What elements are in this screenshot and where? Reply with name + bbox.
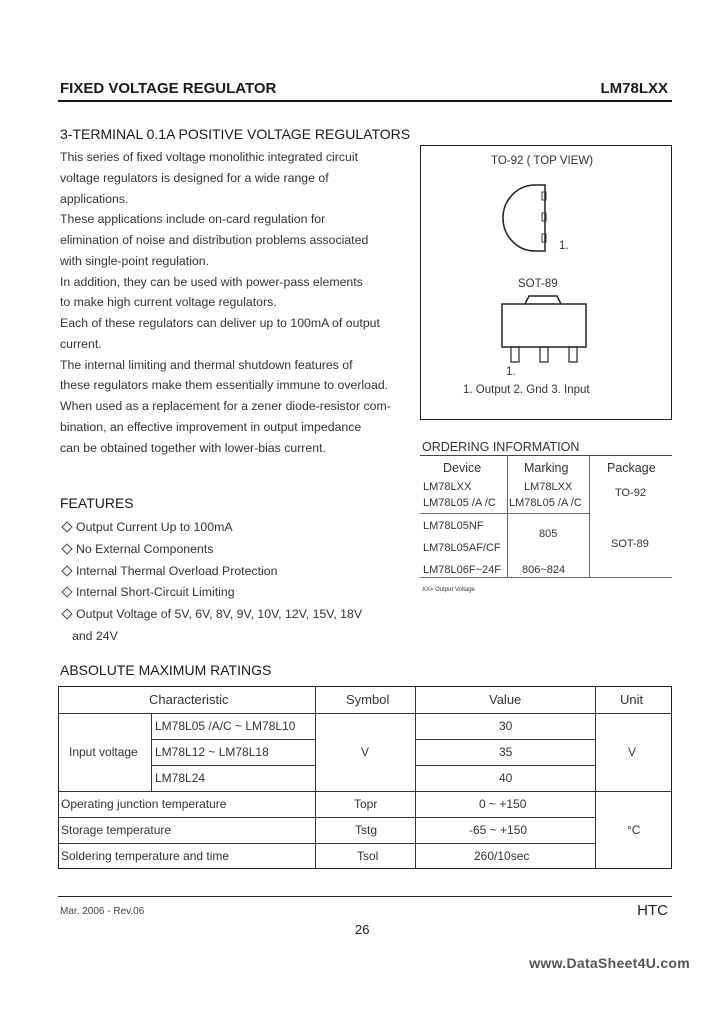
description-line: The internal limiting and thermal shutdown features of (60, 358, 353, 372)
description-line: These applications include on-card regulation for (60, 212, 326, 226)
diamond-bullet-icon (61, 566, 72, 577)
description-line: current. (60, 337, 102, 351)
package-diagram-box (420, 145, 672, 420)
ordering-title: ORDERING INFORMATION (422, 440, 580, 454)
ordering-header-marking: Marking (524, 461, 569, 475)
input-voltage-value: 30 (499, 719, 513, 733)
temperature-unit: °C (627, 823, 641, 837)
diamond-bullet-icon (61, 522, 72, 533)
to92-package-icon (503, 183, 563, 253)
ordering-marking: LM78LXX (524, 481, 573, 493)
footer-rule (58, 896, 672, 897)
description-line: these regulators make them essentially immune to overload. (60, 378, 389, 392)
header-symbol: Symbol (346, 692, 390, 707)
ordering-device: LM78L05 /A /C (423, 497, 496, 509)
feature-item-continuation: and 24V (72, 629, 118, 643)
ordering-row-divider (420, 513, 589, 514)
revision-date: Mar. 2006 - Rev.06 (60, 906, 145, 917)
input-voltage-device: LM78L05 /A/C ~ LM78L10 (155, 719, 296, 733)
header-rule (58, 100, 672, 102)
input-voltage-value: 40 (499, 771, 513, 785)
description-line: bination, an effective improvement in output impedance (60, 420, 362, 434)
input-voltage-value: 35 (499, 745, 513, 759)
description-line: When used as a replacement for a zener diode-resistor com- (60, 399, 391, 413)
ordering-device: LM78L06F~24F (423, 564, 501, 576)
diamond-bullet-icon (61, 609, 72, 620)
ordering-divider (507, 455, 508, 578)
input-voltage-symbol: V (361, 745, 370, 759)
description-line: to make high current voltage regulators. (60, 295, 277, 309)
document-title: FIXED VOLTAGE REGULATOR (60, 80, 277, 97)
feature-item: Internal Thermal Overload Protection (60, 564, 277, 578)
features-title: FEATURES (60, 495, 134, 511)
header-characteristic: Characteristic (149, 692, 229, 707)
diamond-bullet-icon (61, 587, 72, 598)
description-line: This series of fixed voltage monolithic integrated circuit (60, 150, 358, 164)
sot89-pin-marker: 1. (506, 366, 516, 378)
feature-item: Output Voltage of 5V, 6V, 8V, 9V, 10V, 12V, 15V, 18V (60, 607, 362, 621)
rating-symbol: Topr (354, 797, 378, 811)
ordering-bottom-rule (420, 577, 672, 578)
ordering-marking: 805 (539, 528, 558, 540)
description-line: with single-point regulation. (60, 254, 210, 268)
page-number: 26 (355, 922, 370, 937)
sot89-label: SOT-89 (518, 278, 558, 290)
ordering-divider (589, 455, 590, 578)
description-line: can be obtained together with lower-bias current. (60, 441, 326, 455)
rating-symbol: Tstg (355, 823, 378, 837)
ordering-note: XX= Output Voltage (422, 587, 475, 593)
rating-symbol: Tsol (357, 849, 379, 863)
ordering-header-device: Device (443, 461, 482, 475)
rating-value: 260/10sec (474, 849, 530, 863)
feature-item: Internal Short-Circuit Limiting (60, 585, 235, 599)
diamond-bullet-icon (61, 544, 72, 555)
ordering-device: LM78LXX (423, 481, 472, 493)
ordering-header-package: Package (607, 461, 656, 475)
header-unit: Unit (620, 692, 644, 707)
feature-item: No External Components (60, 542, 213, 556)
watermark-link[interactable]: www.DataSheet4U.com (529, 955, 690, 971)
pin-legend: 1. Output 2. Gnd 3. Input (463, 384, 590, 396)
feature-item: Output Current Up to 100mA (60, 520, 233, 534)
to92-label: TO-92 ( TOP VIEW) (491, 155, 594, 167)
ratings-table (58, 686, 672, 869)
sot89-package-icon (499, 294, 591, 369)
ordering-marking: LM78L05 /A /C (509, 497, 582, 509)
ratings-title: ABSOLUTE MAXIMUM RATINGS (60, 662, 272, 678)
rating-value: 0 ~ +150 (479, 797, 527, 811)
description-line: elimination of noise and distribution problems associated (60, 233, 369, 247)
part-number: LM78LXX (600, 80, 668, 97)
ordering-marking: 806~824 (522, 564, 566, 576)
description-line: applications. (60, 192, 129, 206)
rating-characteristic: Soldering temperature and time (61, 849, 230, 863)
ordering-package: SOT-89 (611, 538, 649, 550)
input-voltage-label: Input voltage (69, 745, 138, 759)
ordering-device: LM78L05NF (423, 520, 484, 532)
ordering-rule (420, 455, 672, 456)
rating-characteristic: Storage temperature (61, 823, 172, 837)
to92-pin-marker: 1. (559, 240, 569, 252)
description-line: In addition, they can be used with power-pass elements (60, 275, 363, 289)
description-title: 3-TERMINAL 0.1A POSITIVE VOLTAGE REGULATORS (60, 126, 411, 142)
header-value: Value (489, 692, 522, 707)
ordering-device: LM78L05AF/CF (423, 542, 501, 554)
input-voltage-device: LM78L24 (155, 771, 206, 785)
description-line: voltage regulators is designed for a wide range of (60, 171, 329, 185)
description-line: Each of these regulators can deliver up to 100mA of output (60, 316, 380, 330)
input-voltage-device: LM78L12 ~ LM78L18 (155, 745, 269, 759)
input-voltage-unit: V (628, 745, 637, 759)
rating-value: -65 ~ +150 (469, 823, 528, 837)
ordering-package: TO-92 (615, 487, 646, 499)
company-name: HTC (637, 902, 668, 919)
rating-characteristic: Operating junction temperature (61, 797, 227, 811)
